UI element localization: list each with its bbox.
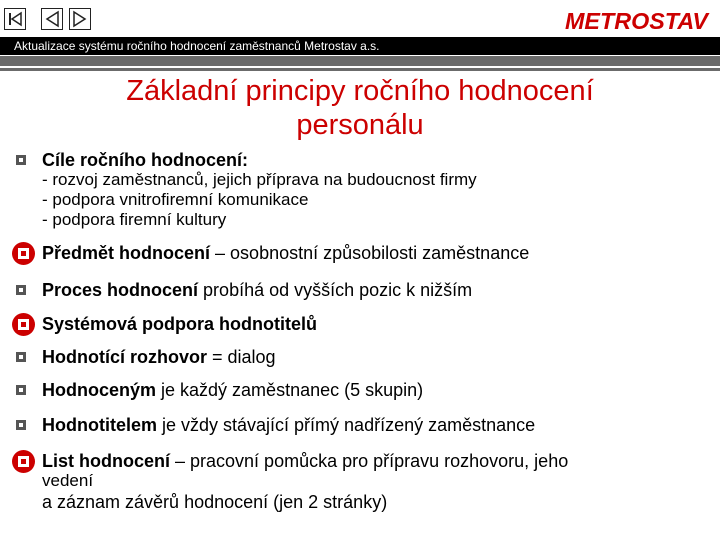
previous-page-button[interactable] [41, 8, 63, 30]
square-bullet-icon [16, 285, 26, 295]
next-page-icon [70, 9, 90, 29]
square-bullet-icon [16, 352, 26, 362]
highlighted-bullet-icon [12, 242, 35, 265]
slide-title [60, 74, 660, 142]
first-page-button[interactable] [4, 8, 26, 30]
bullet-text: Hodnoceným je každý zaměstnanec (5 skupin) [42, 380, 424, 400]
square-bullet-icon [16, 155, 26, 165]
logo-text: METROSTAV [565, 10, 710, 32]
square-bullet-icon [16, 385, 26, 395]
highlighted-bullet-icon [12, 313, 35, 336]
bullet-text: Předmět hodnocení – osobnostní způsobilosti zaměstnance [42, 243, 530, 263]
slide-title-line1: Základní principy ročního hodnocení [126, 75, 594, 107]
presentation-title: Aktualizace systému ročního hodnocení zaměstnanců Metrostav a.s. [14, 39, 380, 53]
bullet-text: Proces hodnocení probíhá od vyšších pozic k nižším [42, 280, 473, 300]
next-page-button[interactable] [69, 8, 91, 30]
bullet-text: List hodnocení – pracovní pomůcka pro přípravu rozhovoru, jeho [42, 451, 569, 471]
first-page-icon [5, 9, 25, 29]
metrostav-logo [565, 10, 710, 32]
square-bullet-icon [16, 420, 26, 430]
highlighted-bullet-icon [12, 450, 35, 473]
previous-page-icon [42, 9, 62, 29]
bullet-text: Systémová podpora hodnotitelů [42, 314, 318, 334]
divider-stripe [0, 68, 720, 71]
bullet-text: Hodnotící rozhovor = dialog [42, 347, 276, 367]
bullet-text: Hodnotitelem je vždy stávající přímý nadřízený zaměstnance [42, 415, 536, 435]
bullet-text: Cíle ročního hodnocení: [42, 150, 248, 170]
divider-stripe [0, 56, 720, 66]
slide-title-line2: personálu [296, 109, 424, 141]
